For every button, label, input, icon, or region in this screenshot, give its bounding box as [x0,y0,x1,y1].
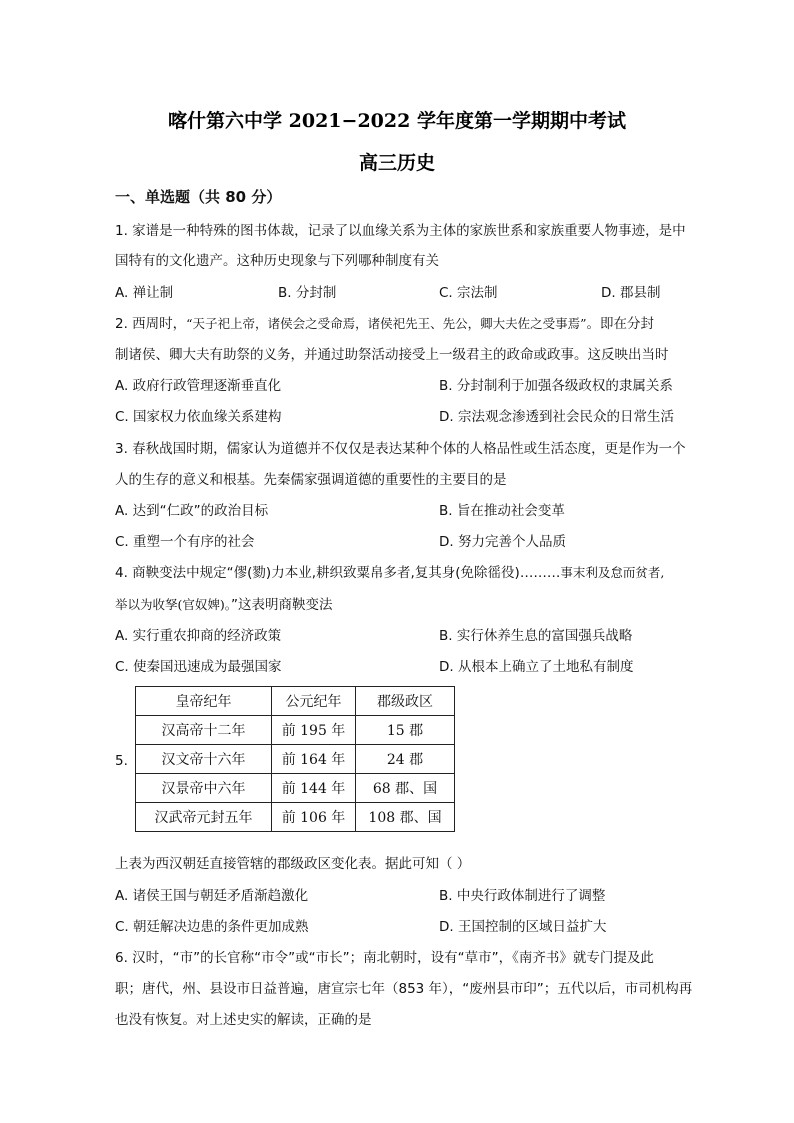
table-cell: 汉高帝十二年 [136,716,272,745]
table-header-cell: 郡级政区 [356,687,455,716]
q4-stem-part3: 举以为收孥(官奴婢)。 [115,597,232,612]
q5-option-a: A. 诸侯王国与朝廷矛盾渐趋激化 [115,888,309,904]
q5-option-c: C. 朝廷解决边患的条件更加成熟 [115,919,309,935]
q2-stem-suffix: 。即在分封 [586,316,654,332]
q1-option-b: B. 分封制 [278,285,337,301]
q4-stem-line1 [115,561,664,581]
q4-stem-part4: ”这表明商鞅变法 [231,597,333,613]
q3-option-d: D. 努力完善个人品质 [439,534,566,550]
q5-table [135,686,455,832]
q1-stem-line1: 1. 家谱是一种特殊的图书体裁，记录了以血缘关系为主体的家族世系和家族重要人物事迹，是中 [115,223,686,239]
q2-stem-line1 [115,312,654,332]
q2-option-c: C. 国家权力依血缘关系建构 [115,409,282,425]
table-cell: 68 郡、国 [356,774,455,803]
q4-option-a: A. 实行重农抑商的经济政策 [115,628,282,644]
exam-title: 喀什第六中学 2021−2022 学年度第一学期期中考试 [168,110,626,132]
exam-subject: 高三历史 [358,152,435,174]
table-cell: 汉武帝元封五年 [136,803,272,832]
table-row [136,745,455,774]
q1-option-a: A. 禅让制 [115,285,174,301]
q4-option-c: C. 使秦国迅速成为最强国家 [115,659,282,675]
table-header-row [136,687,455,716]
q5-option-d: D. 王国控制的区域日益扩大 [439,919,607,935]
q3-option-b: B. 旨在推动社会变革 [439,503,565,519]
table-cell: 汉景帝中六年 [136,774,272,803]
table-cell: 108 郡、国 [356,803,455,832]
table-cell: 前 164 年 [272,745,356,774]
q5-stem: 上表为西汉朝廷直接管辖的郡级政区变化表。据此可知（ ） [115,856,471,872]
q6-stem-line1: 6. 汉时，“市”的长官称“市令”或“市长”；南北朝时，设有“草市”，《南齐书》就专门提及此 [115,950,654,966]
q3-option-c: C. 重塑一个有序的社会 [115,534,255,550]
table-row [136,803,455,832]
table-cell: 前 195 年 [272,716,356,745]
q3-stem-line2: 人的生存的意义和根基。先秦儒家强调道德的重要性的主要目的是 [115,472,507,488]
q4-stem-line2 [115,593,333,613]
q1-option-c: C. 宗法制 [439,285,498,301]
q4-stem-part1: 4. 商鞅变法中规定“僇(勠)力本业,耕织致粟帛多者,复其身(免除徭役)……… [115,565,561,581]
table-cell: 前 106 年 [272,803,356,832]
q1-option-d: D. 郡县制 [601,285,661,301]
q6-stem-line3: 也没有恢复。对上述史实的解读，正确的是 [115,1012,372,1028]
table-cell: 15 郡 [356,716,455,745]
q2-quote: “天子祀上帝，诸侯会之受命焉，诸侯祀先王、先公，卿大夫佐之受事焉” [186,316,587,331]
q5-number: 5. [115,753,128,769]
q6-stem-line2: 职；唐代，州、县设市日益普遍，唐宣宗七年（853 年），“废州县市印”；五代以后，市司机构再 [115,981,693,997]
q4-stem-part2: 事末利及怠而贫者, [560,565,665,580]
q1-stem-line2: 国特有的文化遗产。这种历史现象与下列哪种制度有关 [115,253,439,269]
q4-option-b: B. 实行休养生息的富国强兵战略 [439,628,633,644]
q5-option-b: B. 中央行政体制进行了调整 [439,888,606,904]
section-heading: 一、单选题（共 80 分） [115,188,282,206]
q2-option-a: A. 政府行政管理逐渐垂直化 [115,378,282,394]
q2-stem-prefix: 2. 西周时， [115,316,187,332]
q3-stem-line1: 3. 春秋战国时期，儒家认为道德并不仅仅是表达某种个体的人格品性或生活态度，更是作为一个 [115,441,686,457]
q2-stem-line2: 制诸侯、卿大夫有助祭的义务，并通过助祭活动接受上一级君主的政命或政事。这反映出当时 [115,347,669,363]
table-cell: 汉文帝十六年 [136,745,272,774]
table-cell: 前 144 年 [272,774,356,803]
table-row [136,774,455,803]
table-header-cell: 皇帝纪年 [136,687,272,716]
q2-option-d: D. 宗法观念渗透到社会民众的日常生活 [439,409,674,425]
q4-option-d: D. 从根本上确立了土地私有制度 [439,659,634,675]
table-row [136,716,455,745]
q3-option-a: A. 达到“仁政”的政治目标 [115,503,269,519]
table-cell: 24 郡 [356,745,455,774]
table-header-cell: 公元纪年 [272,687,356,716]
q2-option-b: B. 分封制利于加强各级政权的隶属关系 [439,378,673,394]
